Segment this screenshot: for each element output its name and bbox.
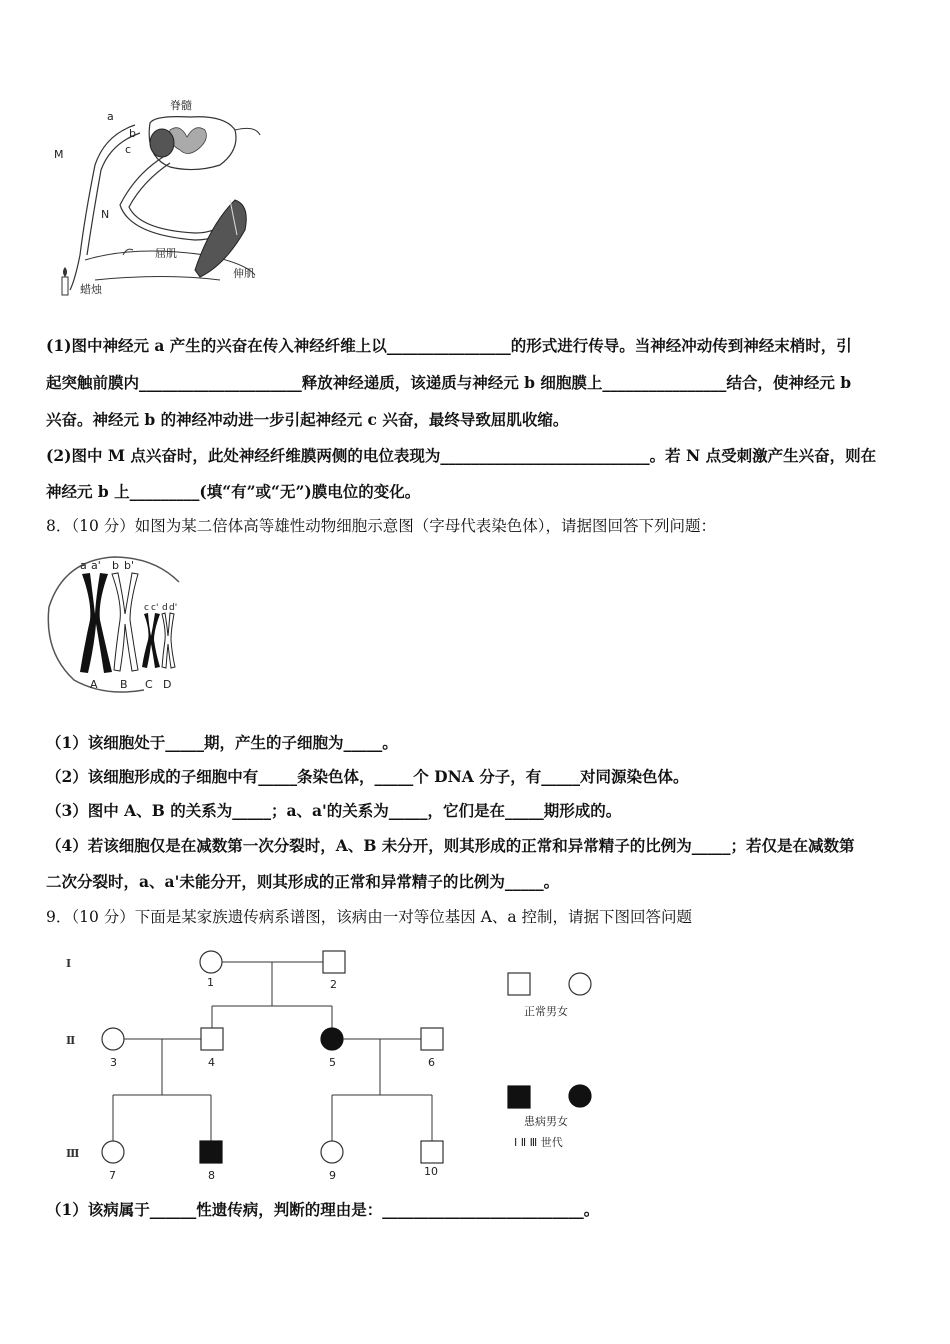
- label-extensor: 伸肌: [233, 267, 255, 280]
- chrom-label-C: C: [145, 678, 153, 691]
- legend-affected-label: 患病男女: [524, 1115, 568, 1128]
- q7-p1-line3: 兴奋。神经元 b 的神经冲动进一步引起神经元 c 兴奋，最终导致屈肌收缩。: [46, 410, 569, 429]
- individual-10: [421, 1141, 443, 1163]
- individual-4: [201, 1028, 223, 1050]
- label-ind-4: 4: [208, 1056, 215, 1069]
- individual-8: [200, 1141, 222, 1163]
- q8-item-5: 二次分裂时，a、a'未能分开，则其形成的正常和异常精子的比例为_____。: [46, 872, 560, 891]
- chrom-label-b: b: [112, 559, 119, 572]
- label-c: c: [125, 143, 132, 156]
- label-flexor: 屈肌: [155, 247, 177, 260]
- label-ind-9: 9: [329, 1169, 336, 1182]
- chrom-label-A: A: [90, 678, 98, 691]
- chrom-label-d: d: [162, 603, 168, 613]
- individual-2: [323, 951, 345, 973]
- chrom-label-d-prime: d': [169, 603, 178, 613]
- legend-generations-label: Ⅰ Ⅱ Ⅲ 世代: [514, 1136, 563, 1149]
- chrom-label-B: B: [120, 678, 128, 691]
- legend-normal-male: [508, 973, 530, 995]
- q7-p1-line1: (1)图中神经元 a 产生的兴奋在传入神经纤维上以________________的形式进行传导。当神经冲动传到神经末梢时，引: [46, 336, 852, 355]
- chrom-label-a-prime: a': [91, 559, 101, 572]
- reflex-arc-svg: [45, 95, 275, 305]
- q8-item-1: （1）该细胞处于_____期，产生的子细胞为_____。: [46, 733, 398, 752]
- label-N: N: [101, 208, 110, 221]
- q9-item-1: （1）该病属于______性遗传病，判断的理由是：__________________________。: [46, 1200, 600, 1219]
- chromosome-svg: [44, 552, 184, 697]
- gen-label-1: Ⅰ: [66, 957, 72, 970]
- label-ind-7: 7: [109, 1169, 116, 1182]
- label-ind-10: 10: [424, 1165, 438, 1178]
- label-ind-5: 5: [329, 1056, 336, 1069]
- chrom-label-c: c: [144, 603, 149, 613]
- q8-stem: 8．（10 分）如图为某二倍体高等雄性动物细胞示意图（字母代表染色体），请据图回答下列问题：: [46, 517, 717, 535]
- individual-3: [102, 1028, 124, 1050]
- label-ind-8: 8: [208, 1169, 215, 1182]
- individual-9: [321, 1141, 343, 1163]
- q8-item-3: （3）图中 A、B 的关系为_____；a、a'的关系为_____，它们是在_____期形成的。: [46, 801, 622, 820]
- individual-1: [200, 951, 222, 973]
- q8-item-4: （4）若该细胞仅是在减数第一次分裂时，A、B 未分开，则其形成的正常和异常精子的比例为_____；若仅是在减数第: [46, 836, 855, 855]
- pedigree-svg: [50, 935, 620, 1185]
- gen-label-2: Ⅱ: [66, 1034, 76, 1047]
- q8-item-2: （2）该细胞形成的子细胞中有_____条染色体，_____个 DNA 分子，有_____对同源染色体。: [46, 767, 689, 786]
- legend-normal-label: 正常男女: [524, 1005, 568, 1018]
- reflex-arc-figure: [45, 95, 275, 305]
- chrom-label-D: D: [163, 678, 172, 691]
- chrom-label-b-prime: b': [124, 559, 135, 572]
- label-ind-2: 2: [330, 978, 337, 991]
- q7-p2-line1: (2)图中 M 点兴奋时，此处神经纤维膜两侧的电位表现为___________________________。若 N 点受刺激产生兴奋，则在: [46, 446, 877, 465]
- label-ind-3: 3: [110, 1056, 117, 1069]
- individual-6: [421, 1028, 443, 1050]
- legend-affected-female: [569, 1085, 591, 1107]
- pedigree-figure: [50, 935, 620, 1185]
- label-spinal-cord: 脊髓: [170, 99, 192, 112]
- legend-affected-male: [508, 1086, 530, 1108]
- chrom-label-a: a: [80, 559, 87, 572]
- label-ind-6: 6: [428, 1056, 435, 1069]
- label-a: a: [107, 110, 114, 123]
- q9-stem: 9．（10 分）下面是某家族遗传病系谱图，该病由一对等位基因 A、a 控制，请据下图回答问题: [46, 908, 693, 926]
- chromosome-figure: [44, 552, 184, 697]
- label-candle: 蜡烛: [80, 283, 102, 296]
- label-M: M: [54, 148, 64, 161]
- q7-p1-line2: 起突触前膜内_____________________释放神经递质，该递质与神经元 b 细胞膜上________________结合，使神经元 b: [46, 373, 852, 392]
- gen-label-3: Ⅲ: [66, 1147, 80, 1160]
- label-ind-1: 1: [207, 976, 214, 989]
- individual-7: [102, 1141, 124, 1163]
- label-b: b: [129, 127, 136, 140]
- individual-5: [321, 1028, 343, 1050]
- chrom-label-c-prime: c': [151, 603, 159, 613]
- q7-p2-line2: 神经元 b 上_________(填“有”或“无”)膜电位的变化。: [46, 482, 421, 501]
- legend-normal-female: [569, 973, 591, 995]
